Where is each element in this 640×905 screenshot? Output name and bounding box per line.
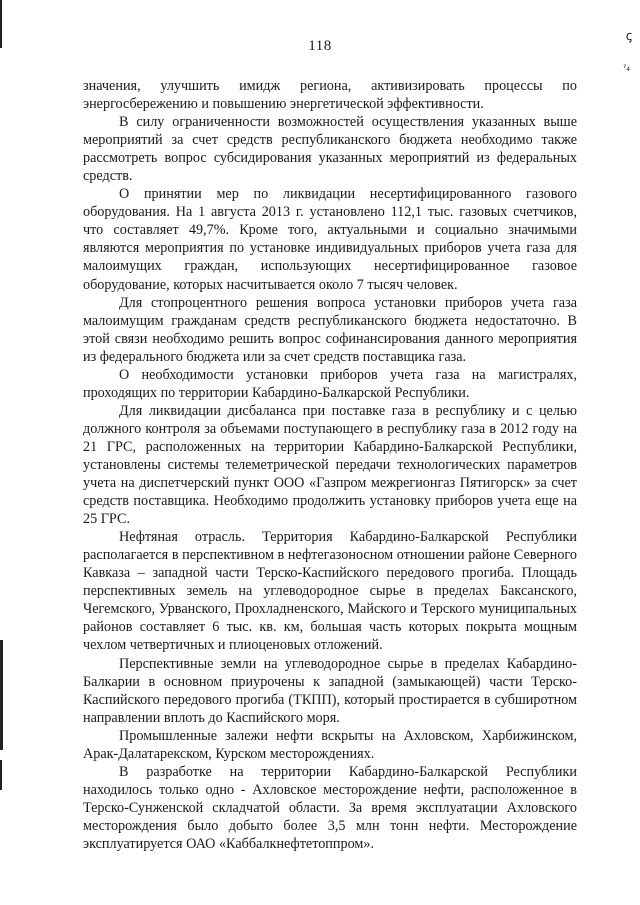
paragraph: Для ликвидации дисбаланса при поставке газа в республику и с целью должного контроля за объемами поступающего в республику газа в 2012 году на 21 ГРС, расположенных на территории Кабардино-Балкарской Республики, установлены системы телеметрической передачи технологических параметров учета на диспетчерский пункт ООО «Газпром межрегионгаз Пятигорск» за счет средств поставщика. Необходимо продолжить установку приборов учета еще на 25 ГРС. — [83, 402, 577, 528]
paragraph: Перспективные земли на углеводородное сырье в пределах Кабардино-Балкарии в основном приурочены к западной (замыкающей) части Терско-Каспийского передового прогиба (ТКПП), который простирается в субширотном направлении вплоть до Каспийского моря. — [83, 655, 577, 726]
paragraph: Нефтяная отрасль. Территория Кабардино-Балкарской Республики располагается в перспективном в нефтегазоносном отношении районе Северного Кавказа – западной части Терско-Каспийского передового прогиба. Площадь перспективных земель на углеводородное сырье в пределах Баксанского, Чегемского, Урванского, Прохладненского, Майского и Терского муниципальных районов составляет 6 тыс. кв. км, большая часть которых покрыта мощным чехлом четвертичных и плиоценовых отложений. — [83, 529, 577, 654]
page-number: 118 — [308, 38, 332, 54]
scan-edge-mark — [0, 760, 2, 790]
paragraph: В силу ограниченности возможностей осуществления указанных выше мероприятий за счет средств республиканского бюджета необходимо также рассмотреть вопрос субсидирования указанных мероприятий из федеральных средств. — [83, 114, 577, 185]
scan-artifact-mark: ꞔ — [625, 29, 632, 44]
paragraph: Для стопроцентного решения вопроса установки приборов учета газа малоимущим гражданам средств республиканского бюджета недостаточно. В этой связи необходимо решить вопрос софинансирования данного мероприятия из федерального бюджета или за счет средств поставщика газа. — [83, 294, 577, 365]
scan-artifact-mark: ˀ₄ — [623, 64, 630, 74]
paragraph: О принятии мер по ликвидации несертифицированного газового оборудования. На 1 августа 2013 г. установлено 112,1 тыс. газовых счетчиков, что составляет 49,7%. Кроме того, актуальными и социально значимыми являются мероприятия по установке индивидуальных приборов учета газа для малоимущих граждан, использующих несертифицированное газовое оборудование, которых насчитывается около 7 тысяч человек. — [83, 186, 577, 293]
paragraph: значения, улучшить имидж региона, активизировать процессы по энергосбережению и повышению энергетической эффективности. — [83, 78, 577, 113]
paragraph: О необходимости установки приборов учета газа на магистралях, проходящих по территории Кабардино-Балкарской Республики. — [83, 366, 577, 401]
paragraph: В разработке на территории Кабардино-Балкарской Республики находилось только одно - Ахловское месторождение нефти, расположенное в Терско-Сунженской складчатой области. За время эксплуатации Ахловского месторождения было добыто более 3,5 млн тонн нефти. Месторождение эксплуатируется ОАО «Каббалкнефтетоппром». — [83, 763, 577, 852]
document-body — [83, 77, 577, 853]
scan-edge-mark — [0, 640, 3, 750]
paragraph: Промышленные залежи нефти вскрыты на Ахловском, Харбижинском, Арак-Далатарекском, Курском месторождениях. — [83, 727, 577, 762]
